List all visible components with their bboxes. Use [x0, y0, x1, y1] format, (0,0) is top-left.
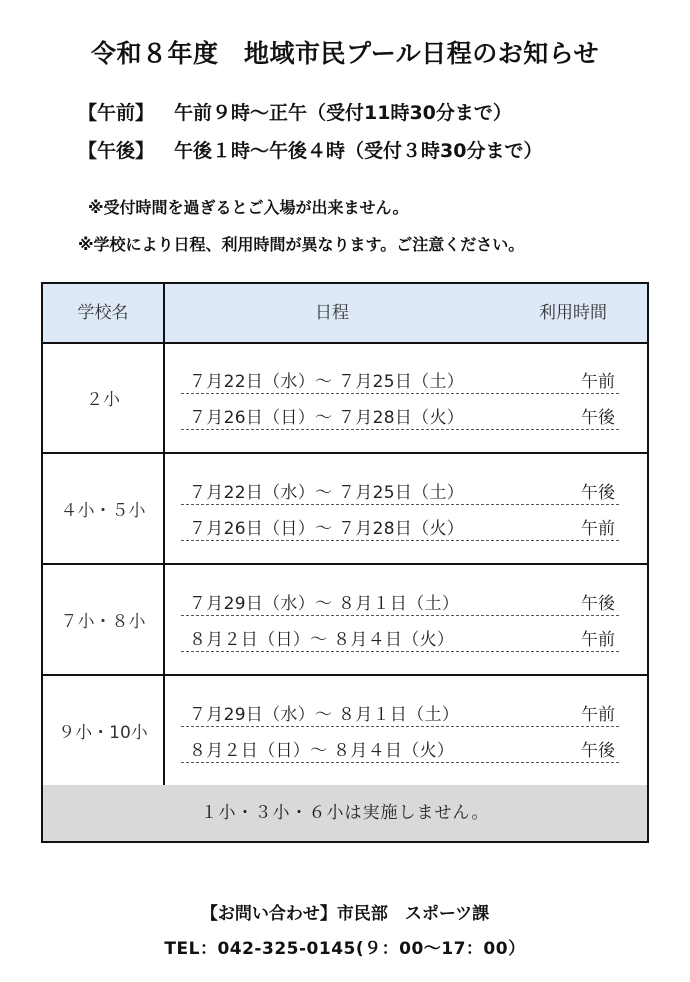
school-name: ７小・８小: [43, 565, 165, 674]
note-reception: ※受付時間を過ぎるとご入場が出来ません。: [88, 198, 409, 217]
contact-phone: TEL：042-325-0145(９：00～17：00）: [164, 939, 526, 959]
time-slot: 午後: [581, 594, 615, 614]
schedule-table: [41, 282, 649, 843]
time-slot: 午後: [581, 741, 615, 761]
date-range: ７月22日（水）～ ７月25日（土）: [189, 483, 465, 503]
header-schedule: 日程: [315, 303, 349, 323]
time-slot: 午後: [581, 408, 615, 428]
schedule-line: [181, 363, 619, 394]
schedule-line: [181, 732, 619, 763]
time-slot: 午後: [581, 483, 615, 503]
schedule-line: [181, 696, 619, 727]
time-slot: 午前: [581, 630, 615, 650]
date-range: ７月29日（水）～ ８月１日（土）: [189, 705, 460, 725]
table-row: [43, 454, 647, 565]
date-range: ８月２日（日）～ ８月４日（火）: [189, 630, 455, 650]
table-row: [43, 343, 647, 454]
note-schedule-varies: ※学校により日程、利用時間が異なります。ご注意ください。: [78, 235, 525, 254]
schedule-line: [181, 399, 619, 430]
afternoon-tag: 【午後】: [78, 140, 155, 162]
time-slot: 午前: [581, 372, 615, 392]
time-slot: 午前: [581, 705, 615, 725]
table-row: [43, 676, 647, 787]
date-range: ７月29日（水）～ ８月１日（土）: [189, 594, 460, 614]
header-school: 学校名: [43, 284, 165, 342]
date-range: ７月26日（日）～ ７月28日（火）: [189, 408, 465, 428]
morning-hours-text: 午前９時～正午（受付11時30分まで）: [174, 102, 512, 124]
school-name: ４小・５小: [43, 454, 165, 563]
schedule-line: [181, 510, 619, 541]
date-range: ７月22日（水）～ ７月25日（土）: [189, 372, 465, 392]
school-name: ９小・10小: [43, 676, 165, 785]
time-slot: 午前: [581, 519, 615, 539]
header-usage-time: 利用時間: [539, 303, 607, 323]
table-row: [43, 565, 647, 676]
afternoon-hours-text: 午後１時～午後４時（受付３時30分まで）: [174, 140, 543, 162]
morning-hours: [78, 98, 512, 125]
schedule-line: [181, 585, 619, 616]
date-range: ８月２日（日）～ ８月４日（火）: [189, 741, 455, 761]
not-held-note: １小・３小・６小は実施しません。: [43, 785, 647, 841]
morning-tag: 【午前】: [78, 102, 155, 124]
page-title: 令和８年度 地域市民プール日程のお知らせ: [90, 39, 599, 68]
schedule-line: [181, 474, 619, 505]
contact-department: 【お問い合わせ】市民部 スポーツ課: [200, 904, 490, 924]
date-range: ７月26日（日）～ ７月28日（火）: [189, 519, 465, 539]
table-header: [43, 284, 647, 344]
schedule-line: [181, 621, 619, 652]
afternoon-hours: [78, 136, 542, 163]
school-name: ２小: [43, 343, 165, 452]
